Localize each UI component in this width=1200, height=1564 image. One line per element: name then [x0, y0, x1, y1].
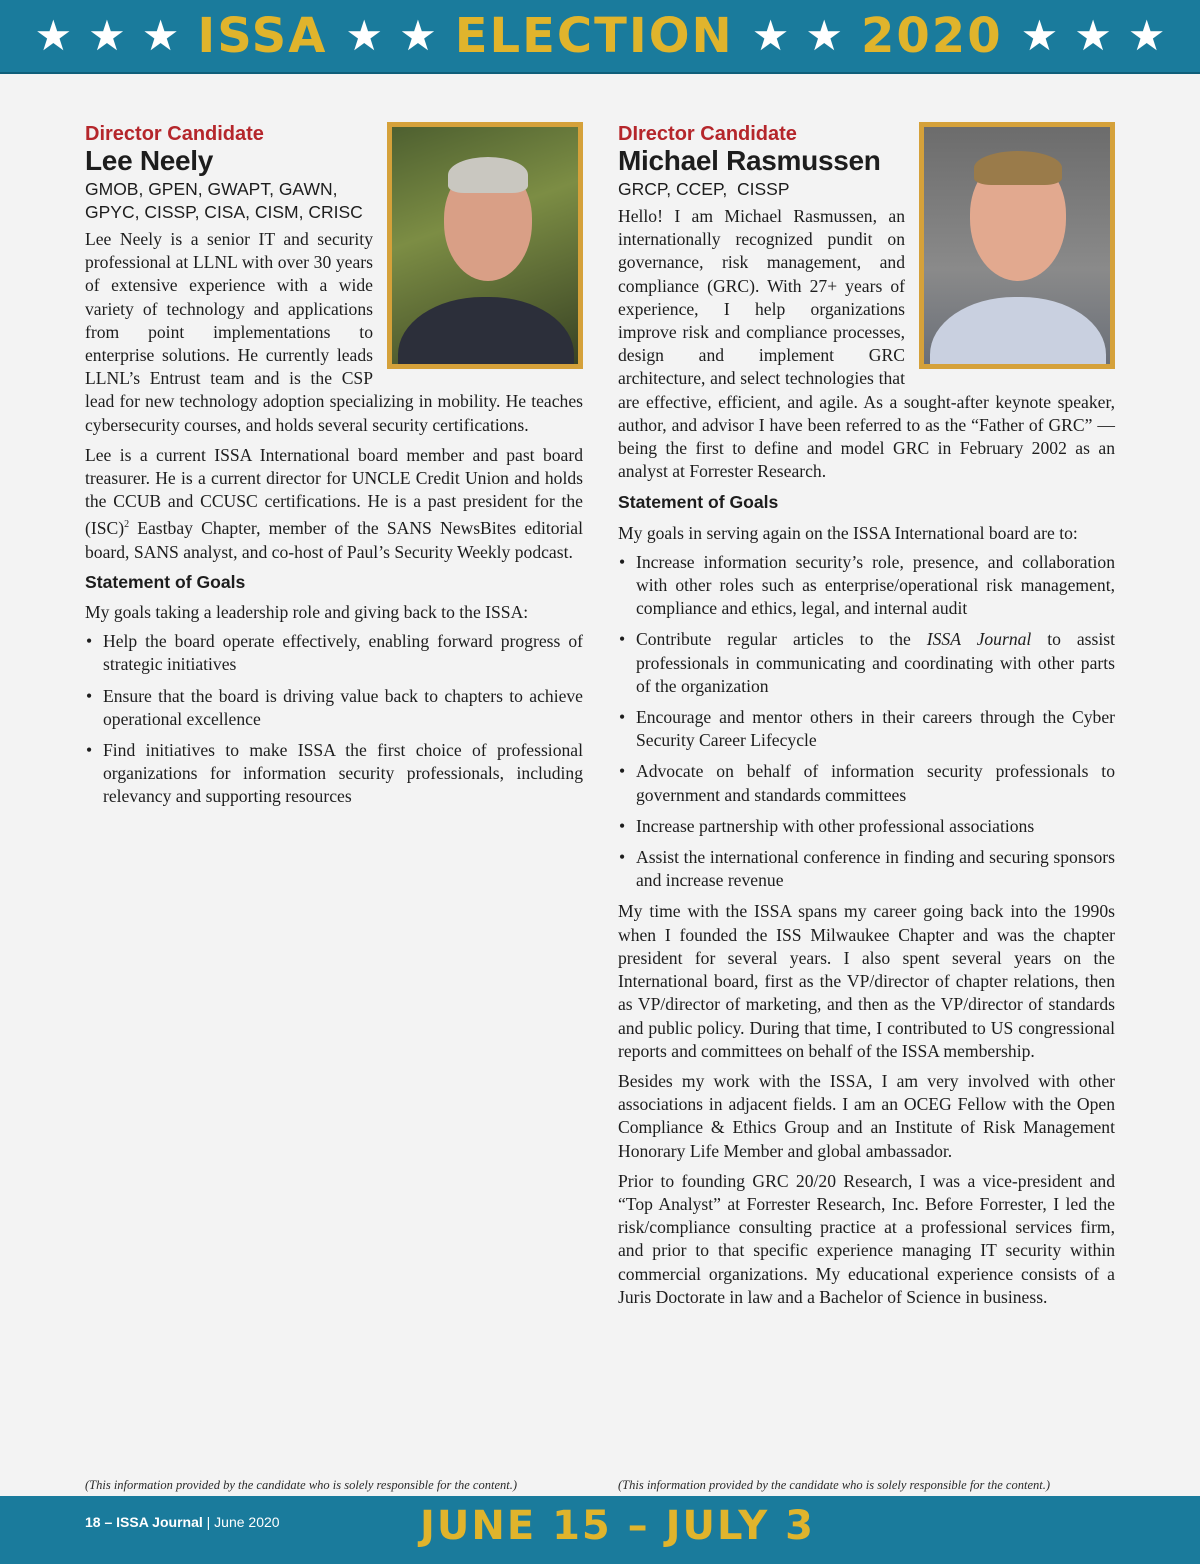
candidate-column-michael-rasmussen	[618, 122, 1115, 1316]
star-icon: ★	[88, 11, 126, 60]
star-icon: ★	[1127, 11, 1166, 60]
candidate-role-label: DIrector Candidate	[618, 123, 797, 145]
goal-item	[85, 630, 583, 676]
goal-item	[618, 628, 1115, 698]
goals-heading: Statement of Goals	[618, 492, 779, 513]
goal-text: Find initiatives to make ISSA the first choice of professional organizations for information security professionals, including relevancy and supporting resources	[103, 739, 583, 807]
bullet-icon: •	[619, 761, 626, 782]
bullet-icon: •	[619, 815, 626, 836]
goal-text: Contribute regular articles to the	[636, 629, 927, 650]
bio-paragraph: Lee Neely is a senior IT and security professional at LLNL with over 30 years of extensive experience with a wide variety of technology and applications from point implementations to enterprise solutions. He currently leads LLNL’s Entrust team and is the CSP lead for new technology adoption specializing in mobility. He teaches cybersecurity courses, and holds several security certifications.	[85, 229, 583, 435]
goals-list	[85, 630, 583, 808]
candidate-name: Michael Rasmussen	[618, 145, 881, 176]
goal-text: Ensure that the board is driving value back to chapters to achieve operational excellence	[103, 685, 583, 729]
page-number-journal: 18 – ISSA Journal	[85, 1514, 203, 1530]
star-icon: ★	[345, 11, 384, 60]
goals-intro: My goals taking a leadership role and giving back to the ISSA:	[85, 601, 529, 622]
photo-shoulders	[398, 297, 574, 369]
goal-text: Help the board operate effectively, enabling forward progress of strategic initiatives	[103, 631, 583, 675]
bio-paragraph: Hello! I am Michael Rasmussen, an internationally recognized pundit on governance, risk management, and compliance (GRC). With 27+ years of experience, I help organizations improve risk and compliance processes, design and implement GRC architecture, and select technologies that are effective, efficient, and agile. As a sought-after keynote speaker, author, and advisor I have been referred to as the “Father of GRC” — being the first to define and model GRC in February 2002 as an analyst at Forrester Research.	[618, 206, 1115, 482]
footer-separator: |	[202, 1514, 215, 1530]
header-word-issa: ISSA	[197, 8, 328, 64]
candidate-name: Lee Neely	[85, 145, 214, 176]
disclaimer-note-right: (This information provided by the candidate who is solely responsible for the content.)	[618, 1478, 1051, 1492]
goal-text: Increase information security’s role, presence, and collaboration with other roles such as enterprise/operational risk management, compliance and ethics, legal, and internal audit	[636, 551, 1115, 619]
bio-paragraph	[85, 444, 583, 564]
bullet-icon: •	[86, 631, 93, 652]
goal-text: Encourage and mentor others in their careers through the Cyber Security Career Lifecycle	[636, 707, 1115, 751]
candidate-bio	[618, 205, 1115, 1309]
goal-text: Assist the international conference in finding and securing sponsors and increase revenue	[636, 847, 1115, 891]
bio-text: Lee is a current ISSA International board member and past board treasurer. He is a current director for UNCLE Credit Union and holds the CCUB and CCUSC certifications. He is a past president for the (ISC)	[85, 444, 583, 539]
bio-paragraph: Prior to founding GRC 20/20 Research, I was a vice-president and “Top Analyst” at Forrester Research, Inc. Before Forrester, I led the risk/compliance consulting practice at a professional services firm, and prior to that specific experience managing IT security within commercial organizations. My educational experience consists of a Juris Doctorate in law and a Bachelor of Science in business.	[618, 1170, 1115, 1307]
photo-hair	[974, 151, 1062, 185]
star-icon: ★	[1020, 11, 1059, 60]
goal-text: to assist professionals in communicating and coordinating with other parts of the organization	[636, 629, 1116, 696]
bullet-icon: •	[86, 685, 93, 706]
goals-intro: My goals in serving again on the ISSA International board are to:	[618, 522, 1078, 543]
header-word-election: ELECTION	[454, 8, 734, 64]
goal-item	[618, 760, 1115, 806]
star-icon: ★	[141, 11, 180, 60]
goal-item	[618, 815, 1115, 838]
candidate-role-label: Director Candidate	[85, 123, 264, 145]
photo-hair	[448, 157, 528, 193]
issue-date: June 2020	[214, 1514, 280, 1530]
credentials-line-1: GMOB, GPEN, GWAPT, GAWN,	[85, 179, 338, 199]
bio-text: Eastbay Chapter, member of the SANS NewsBites editorial board, SANS analyst, and co-host of Paul’s Security Weekly podcast.	[85, 518, 583, 562]
goal-item	[85, 739, 583, 809]
candidate-column-lee-neely	[85, 122, 583, 817]
journal-title: ISSA Journal	[926, 629, 1032, 650]
goal-item	[618, 706, 1115, 752]
bio-paragraph: My time with the ISSA spans my career going back into the 1990s when I founded the ISS Milwaukee Chapter and was the chapter president for several years. I also spent several years on the International board, first as the VP/director of chapter relations, then as VP/director of marketing, and then as the VP/director of standards and public policy. During that time, I contributed to US congressional reports and committees on behalf of the ISSA membership.	[618, 901, 1115, 1061]
bio-paragraph: Besides my work with the ISSA, I am very involved with other associations in adjacent fields. I am an OCEG Fellow with the Open Compliance & Ethics Group and an Institute of Risk Management Honorary Life Member and global ambassador.	[618, 1070, 1115, 1161]
goal-text: Increase partnership with other professional associations	[636, 815, 1035, 836]
star-icon: ★	[805, 11, 843, 60]
goals-heading: Statement of Goals	[85, 571, 246, 592]
star-icon: ★	[1074, 11, 1112, 60]
bullet-icon: •	[619, 847, 626, 868]
election-header-banner	[0, 0, 1200, 74]
credentials-line-2: GPYC, CISSP, CISA, CISM, CRISC	[85, 202, 363, 222]
page-footer-info	[85, 1512, 280, 1532]
disclaimer-note-left: (This information provided by the candidate who is solely responsible for the content.)	[85, 1478, 518, 1492]
goal-item	[85, 685, 583, 731]
star-icon: ★	[751, 11, 790, 60]
star-icon: ★	[34, 11, 73, 60]
bullet-icon: •	[619, 551, 626, 572]
bullet-icon: •	[86, 739, 93, 760]
goals-list	[618, 551, 1115, 893]
star-icon: ★	[399, 11, 437, 60]
bullet-icon: •	[619, 629, 626, 650]
header-word-year: 2020	[861, 8, 1003, 64]
photo-shoulders	[930, 297, 1106, 369]
goal-text: Advocate on behalf of information security professionals to government and standards committees	[636, 761, 1115, 805]
election-dates: JUNE 15 – JULY 3	[420, 1503, 815, 1549]
goal-item	[618, 846, 1115, 892]
candidate-credentials: GRCP, CCEP, CISSP	[618, 179, 790, 199]
superscript: 2	[124, 519, 130, 531]
candidate-photo-lee-neely	[387, 122, 583, 369]
bullet-icon: •	[619, 707, 626, 728]
goal-item	[618, 551, 1115, 621]
candidate-photo-michael-rasmussen	[919, 122, 1115, 369]
